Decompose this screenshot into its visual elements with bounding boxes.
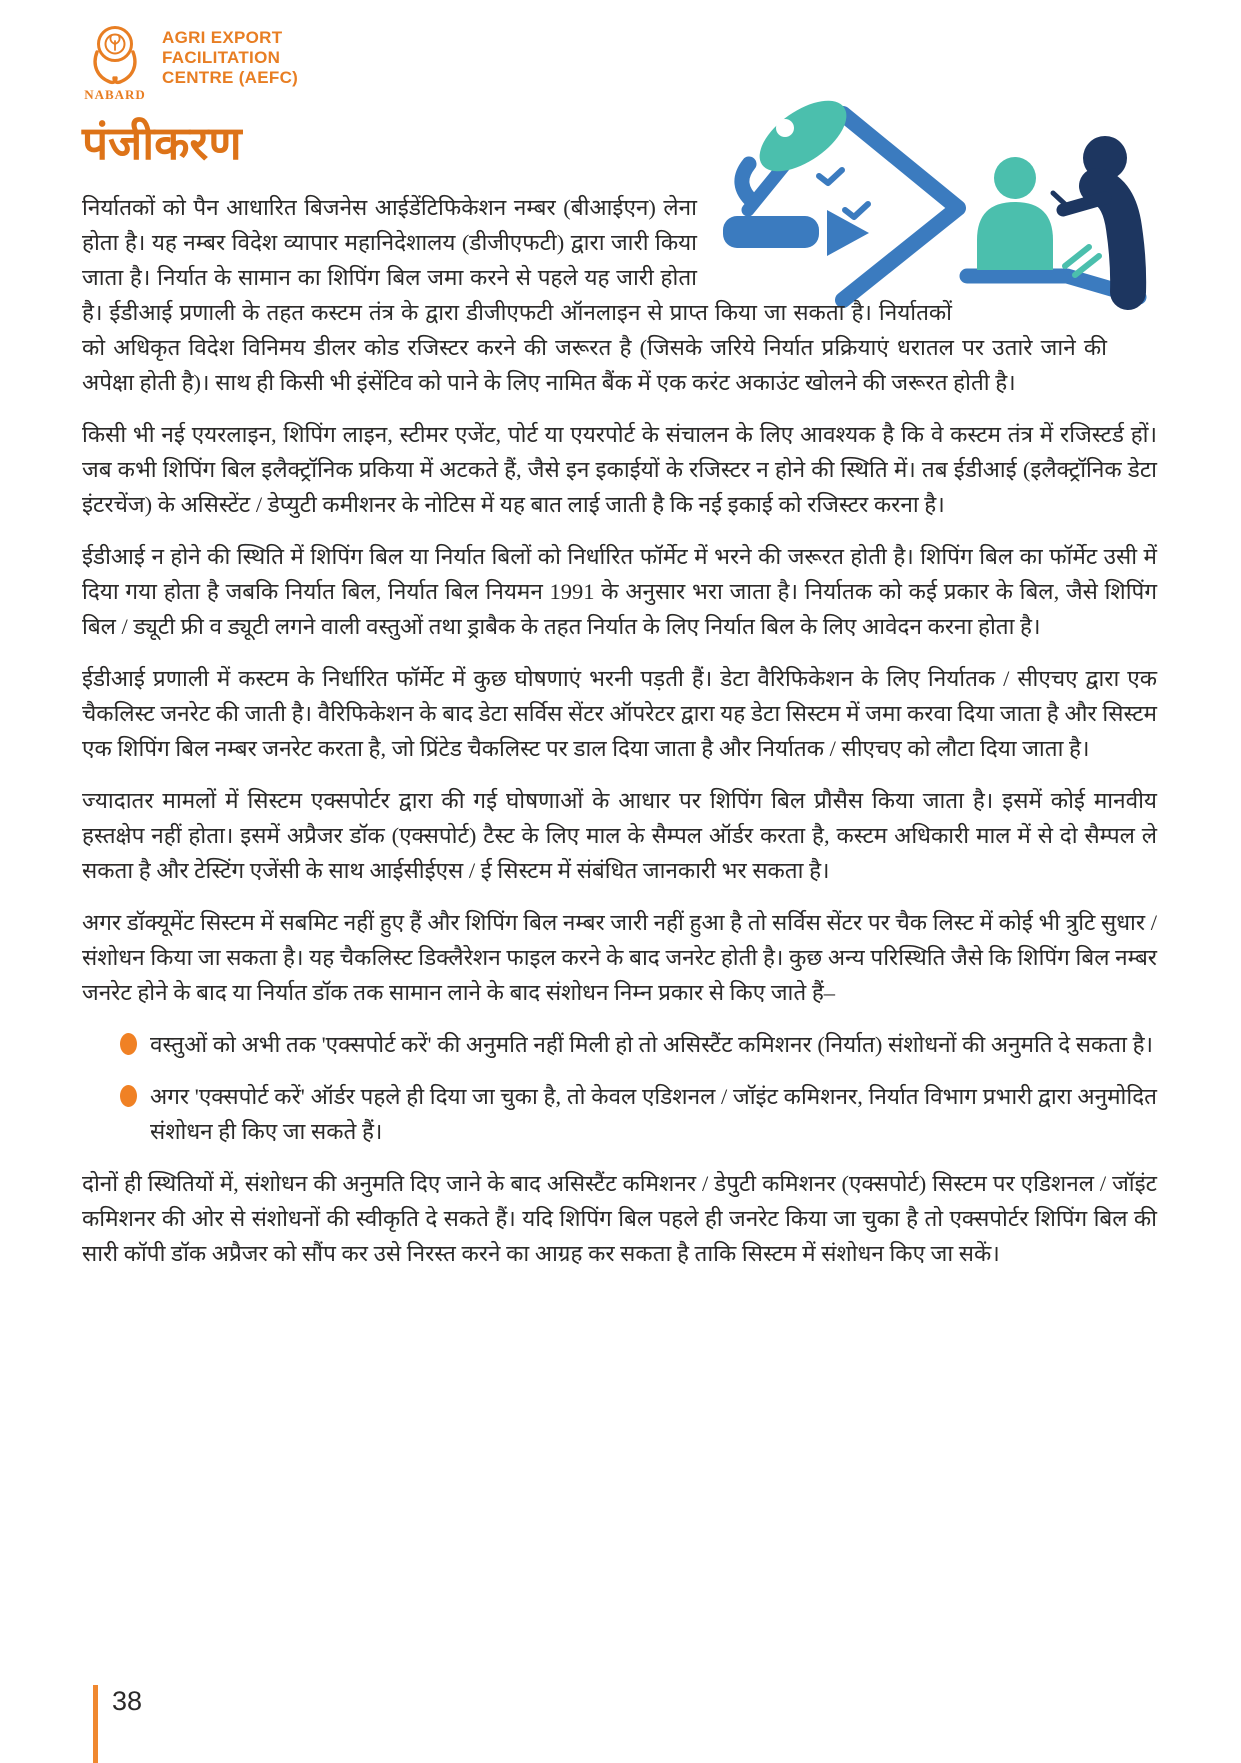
body-content <box>82 190 1157 1271</box>
paragraph-text: दोनों ही स्थितियों में, संशोधन की अनुमति दिए जाने के बाद असिस्टैंट कमिशनर / डेपुटी कमिशनर (एक्सपोर्ट) सिस्टम पर एडिशनल / जॉइंट कमिशनर की ओर से संशोधनों की स्वीकृति दे सकते हैं। यदि शिपिंग बिल पहले ही जनरेट किया जा चुका है तो एक्सपोर्टर शिपिंग बिल की सारी कॉपी डॉक अप्रैजर को सौंप कर उसे निरस्त करने का आग्रह कर सकता है ताकि सिस्टम में संशोधन किए जा सकें। <box>82 1171 1157 1266</box>
paragraph-text: किसी भी नई एयरलाइन, शिपिंग लाइन, स्टीमर एजेंट, पोर्ट या एयरपोर्ट के संचालन के लिए आवश्यक है कि वे कस्टम तंत्र में रजिस्टर्ड हों। जब कभी शिपिंग बिल इलैक्ट्रॉनिक प्रकिया में अटकते हैं, जैसे इन इकाईयों के रजिस्टर न होने की स्थिति में। तब ईडीआई (इलैक्ट्रॉनिक डेटा इंटरचेंज) के असिस्टेंट / डेप्युटी कमीशनर के नोटिस में यह बात लाई जाती है कि नई इकाई को रजिस्टर करना है। <box>82 422 1157 517</box>
bullet-item <box>120 1027 1157 1062</box>
paragraph-text: अगर डॉक्यूमेंट सिस्टम में सबमिट नहीं हुए हैं और शिपिंग बिल नम्बर जारी नहीं हुआ है तो सर्विस सेंटर पर चैक लिस्ट में कोई भी त्रुटि सुधार / संशोधन किया जा सकता है। यह चैकलिस्ट डिक्लैरेशन फाइल करने के बाद जनरेट होती है। कुछ अन्य परिस्थिति जैसे कि शिपिंग बिल नम्बर जनरेट होने के बाद या निर्यात डॉक तक सामान लाने के बाद संशोधन निम्न प्रकार से किए जाते हैं– <box>82 910 1157 1005</box>
aefc-logo-line-3: CENTRE (AEFC) <box>162 68 299 87</box>
nabard-org-label: NABARD <box>84 87 146 102</box>
nabard-emblem-graphic <box>83 20 147 86</box>
body-paragraph <box>82 905 1157 1010</box>
bullet-dot-icon <box>120 1033 137 1055</box>
paragraph-text: ईडीआई न होने की स्थिति में शिपिंग बिल या निर्यात बिलों को निर्धारित फॉर्मेट में भरने की जरूरत होती है। शिपिंग बिल का फॉर्मेट उसी में दिया गया होता है जबकि निर्यात बिल, निर्यात बिल नियमन 1991 के अनुसार भरा जाता है। निर्यातक को कई प्रकार के बिल, जैसे शिपिंग बिल / ड्यूटी फ्री व ड्यूटी लगने वाली वस्तुओं तथा ड्राबैक के तहत निर्यात के लिए निर्यात बिल के लिए आवेदन करना होता है। <box>82 544 1157 639</box>
paragraph-text: ज्यादातर मामलों में सिस्टम एक्सपोर्टर द्वारा की गई घोषणाओं के आधार पर शिपिंग बिल प्रौसैस किया जाता है। इसमें कोई मानवीय हस्तक्षेप नहीं होता। इसमें अप्रैजर डॉक (एक्सपोर्ट) टैस्ट के लिए माल के सैम्पल ऑर्डर करता है, कस्टम अधिकारी माल में से दो सैम्पल ले सकता है और टेस्टिंग एजेंसी के साथ आईसीईएस / ई सिस्टम में संबंधित जानकारी भर सकता है। <box>82 788 1157 883</box>
body-paragraph <box>82 417 1157 522</box>
paragraph-text: ईडीआई प्रणाली में कस्टम के निर्धारित फॉर्मेट में कुछ घोषणाएं भरनी पड़ती हैं। डेटा वैरिफिकेशन के लिए निर्यातक / सीएचए द्वारा एक चैकलिस्ट जनरेट की जाती है। वैरिफिकेशन के बाद डेटा सर्विस सेंटर ऑपरेटर द्वारा यह डेटा सिस्टम में जमा करवा दिया जाता है और सिस्टम एक शिपिंग बिल नम्बर जनरेट करता है, जो प्रिंटेड चैकलिस्ट पर डाल दिया जाता है और निर्यातक / सीएचए को लौटा दिया जाता है। <box>82 666 1157 761</box>
aefc-logo-line-2: FACILITATION <box>162 48 281 67</box>
aefc-logo-text <box>162 20 298 88</box>
page-number: 38 <box>112 1686 143 1716</box>
nabard-emblem-icon <box>82 20 148 103</box>
body-paragraph <box>82 1166 1157 1271</box>
registration-illustration-graphic <box>715 98 1155 313</box>
body-paragraph <box>82 661 1157 766</box>
page-title: पंजीकरण <box>82 117 242 169</box>
body-paragraph <box>82 539 1157 644</box>
bullet-dot-icon <box>120 1085 137 1107</box>
bullet-text: अगर 'एक्सपोर्ट करें' ऑर्डर पहले ही दिया जा चुका है, तो केवल एडिशनल / जॉइंट कमिशनर, निर्यात विभाग प्रभारी द्वारा अनुमोदित संशोधन ही किए जा सकते हैं। <box>150 1084 1157 1144</box>
aefc-logo-line-1: AGRI EXPORT <box>162 28 283 47</box>
nabard-logo <box>82 20 1157 108</box>
bullet-item <box>120 1079 1157 1149</box>
body-paragraph <box>82 783 1157 888</box>
paragraph-text: निर्यातकों को पैन आधारित बिजनेस आईडेंटिफिकेशन नम्बर (बीआईएन) लेना होता है। यह नम्बर विदेश व्यापार महानिदेशालय (डीजीएफटी) द्वारा जारी किया जाता है। निर्यात के सामान का शिपिंग बिल जमा करने से पहले यह जारी होता है। ईडीआई प्रणाली के तहत कस्टम तंत्र के द्वारा डीजीएफटी ऑनलाइन से प्राप्त किया जा सकता है। निर्यातकों को अधिकृत विदेश विनिमय डीलर कोड रजिस्टर करने की जरूरत है (जिसके जरिये निर्यात प्रक्रियाएं धरातल पर उतारे जाने की अपेक्षा होती है)। साथ ही किसी भी इंसेंटिव को पाने के लिए नामित बैंक में एक करंट अकाउंट खोलने की जरूरत होती है। <box>82 195 1107 395</box>
bullet-text: वस्तुओं को अभी तक 'एक्सपोर्ट करें' की अनुमति नहीं मिली हो तो असिस्टैंट कमिशनर (निर्यात) संशोधनों की अनुमति दे सकता है। <box>150 1032 1154 1057</box>
page-number-accent-bar <box>93 1685 98 1763</box>
